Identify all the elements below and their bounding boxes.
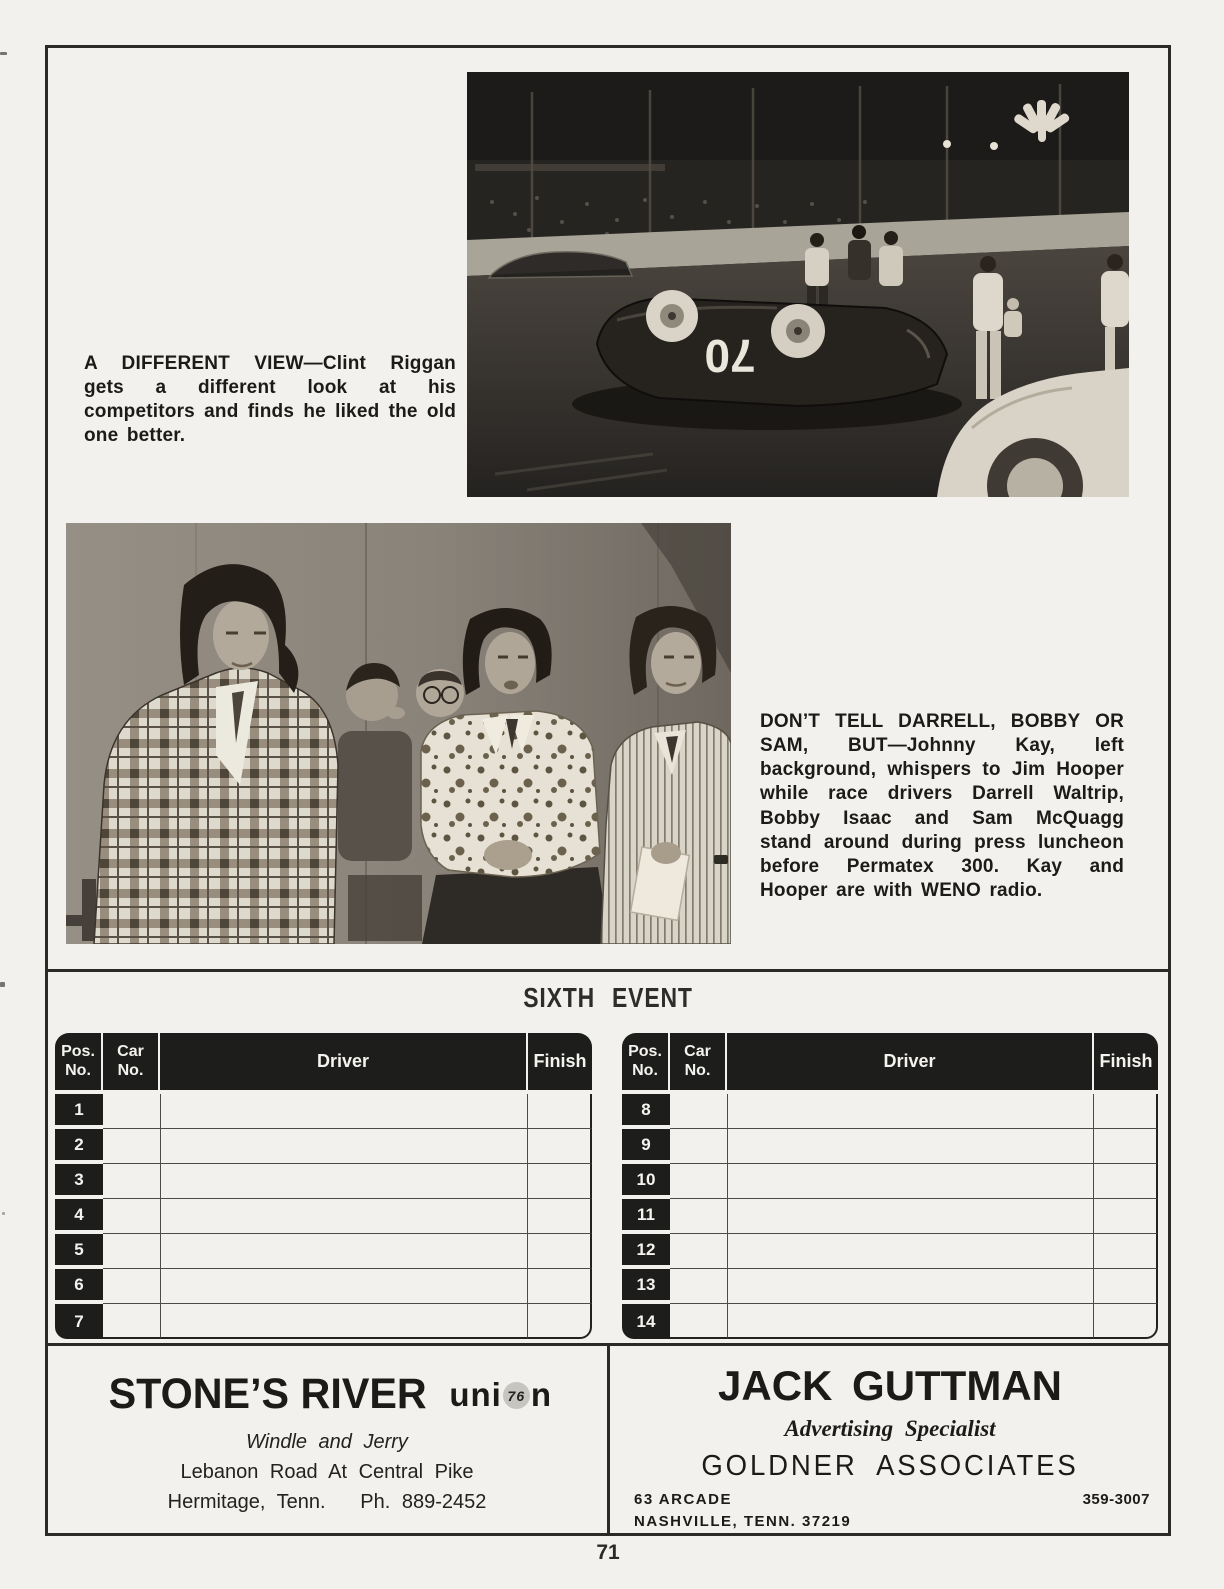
car-no-cell (103, 1304, 160, 1339)
position-cell: 2 (55, 1129, 103, 1160)
finish-cell (1094, 1234, 1158, 1269)
page-number: 71 (596, 1541, 620, 1564)
union-76-logo: uni 76 n (449, 1375, 552, 1413)
finish-cell (1094, 1129, 1158, 1164)
finish-cell (528, 1304, 592, 1339)
table-row (622, 1199, 1158, 1234)
driver-cell (160, 1234, 528, 1269)
driver-cell (160, 1304, 528, 1339)
car-no-cell (670, 1094, 727, 1129)
guttman-address: 63 ARCADE NASHVILLE, TENN. 37219 (634, 1491, 852, 1530)
driver-cell (160, 1094, 528, 1129)
finish-cell (528, 1234, 592, 1269)
finish-cell (528, 1094, 592, 1129)
event-title: SIXTH EVENT (523, 982, 693, 1013)
scan-artifact (0, 982, 5, 987)
guttman-phone: 359-3007 (1082, 1491, 1150, 1508)
finish-cell (528, 1269, 592, 1304)
position-cell: 8 (622, 1094, 670, 1125)
position-cell: 1 (55, 1094, 103, 1125)
position-cell: 4 (55, 1199, 103, 1230)
car-no-cell (103, 1269, 160, 1304)
driver-cell (160, 1164, 528, 1199)
position-cell: 10 (622, 1164, 670, 1195)
position-cell: 13 (622, 1269, 670, 1300)
table-row (55, 1269, 592, 1304)
car-no-cell (103, 1094, 160, 1129)
stones-river-name: STONE’S RIVER (108, 1370, 427, 1418)
car-no-cell (670, 1129, 727, 1164)
position-cell: 3 (55, 1164, 103, 1195)
driver-cell (727, 1269, 1094, 1304)
guttman-company: GOLDNER ASSOCIATES (701, 1450, 1079, 1482)
car-no-cell (670, 1234, 727, 1269)
table-row (55, 1164, 592, 1199)
position-cell: 9 (622, 1129, 670, 1160)
finish-cell (528, 1164, 592, 1199)
car-no-cell (103, 1234, 160, 1269)
crash-caption: A DIFFERENT VIEW—Clint Riggan gets a different look at his competitors and finds he liked the old one better. (84, 353, 456, 447)
position-cell: 12 (622, 1234, 670, 1265)
guttman-name: JACK GUTTMAN (718, 1362, 1062, 1409)
union-76-ball-icon: 76 (503, 1382, 530, 1409)
car-no-cell (103, 1129, 160, 1164)
car-no-cell (670, 1199, 727, 1234)
finish-cell (1094, 1269, 1158, 1304)
table-row (622, 1129, 1158, 1164)
finish-cell (528, 1199, 592, 1234)
table-row (55, 1304, 592, 1339)
car-no-cell (103, 1164, 160, 1199)
position-cell: 5 (55, 1234, 103, 1265)
stones-address: Lebanon Road At Central Pike (180, 1461, 474, 1483)
finish-cell (1094, 1094, 1158, 1129)
header-car-no: Car No. (103, 1033, 160, 1090)
finish-cell (1094, 1304, 1158, 1339)
table-body (622, 1094, 1158, 1339)
results-table-left (55, 1033, 592, 1339)
position-cell: 7 (55, 1304, 103, 1339)
crash-photo-art (467, 72, 1129, 497)
car-number: 70 (704, 330, 756, 382)
position-cell: 14 (622, 1304, 670, 1339)
scan-artifact (2, 1212, 5, 1215)
car-no-cell (670, 1269, 727, 1304)
table-body (55, 1094, 592, 1339)
results-table-right (622, 1033, 1158, 1339)
position-cell: 11 (622, 1199, 670, 1230)
driver-cell (160, 1269, 528, 1304)
driver-cell (160, 1129, 528, 1164)
driver-cell (727, 1234, 1094, 1269)
driver-cell (727, 1164, 1094, 1199)
luncheon-photo-art (66, 523, 731, 944)
stones-partners: Windle and Jerry (246, 1431, 408, 1453)
finish-cell (528, 1129, 592, 1164)
table-row (622, 1094, 1158, 1129)
car-no-cell (670, 1304, 727, 1339)
header-finish: Finish (533, 1050, 587, 1071)
jack-guttman-ad (612, 1350, 1168, 1533)
table-row (622, 1304, 1158, 1339)
luncheon-caption: DON’T TELL DARRELL, BOBBY OR SAM, BUT—Johnny Kay, left background, whispers to Jim Hooper while race drivers Darrell Waltrip, Bobby Isaac and Sam McQuagg stand around during press luncheon before Permatex 300. Kay and Hooper are with WENO radio. (760, 711, 1124, 901)
header-driver: Driver (160, 1033, 528, 1090)
header-driver: Driver (727, 1033, 1094, 1090)
car-no-cell (670, 1164, 727, 1199)
table-row (622, 1269, 1158, 1304)
stones-river-ad (48, 1350, 606, 1514)
finish-cell (1094, 1199, 1158, 1234)
table-row (55, 1199, 592, 1234)
stones-city-phone: Hermitage, Tenn. Ph. 889-2452 (167, 1491, 487, 1513)
table-row (55, 1129, 592, 1164)
position-cell: 6 (55, 1269, 103, 1300)
section-divider (45, 969, 1171, 972)
ads-divider (607, 1343, 610, 1536)
table-row (622, 1164, 1158, 1199)
header-finish: Finish (1099, 1050, 1153, 1071)
driver-cell (727, 1094, 1094, 1129)
driver-cell (727, 1129, 1094, 1164)
table-header (55, 1033, 592, 1090)
driver-cell (727, 1304, 1094, 1339)
header-pos-no: Pos. No. (55, 1033, 103, 1090)
guttman-subtitle: Advertising Specialist (784, 1416, 996, 1441)
header-car-no: Car No. (670, 1033, 727, 1090)
table-row (55, 1234, 592, 1269)
crash-photo (467, 72, 1129, 497)
finish-cell (1094, 1164, 1158, 1199)
scan-artifact (0, 52, 7, 55)
table-row (55, 1094, 592, 1129)
car-no-cell (103, 1199, 160, 1234)
header-pos-no: Pos. No. (622, 1033, 670, 1090)
driver-cell (727, 1199, 1094, 1234)
driver-cell (160, 1199, 528, 1234)
table-row (622, 1234, 1158, 1269)
table-header (622, 1033, 1158, 1090)
luncheon-photo (66, 523, 731, 944)
